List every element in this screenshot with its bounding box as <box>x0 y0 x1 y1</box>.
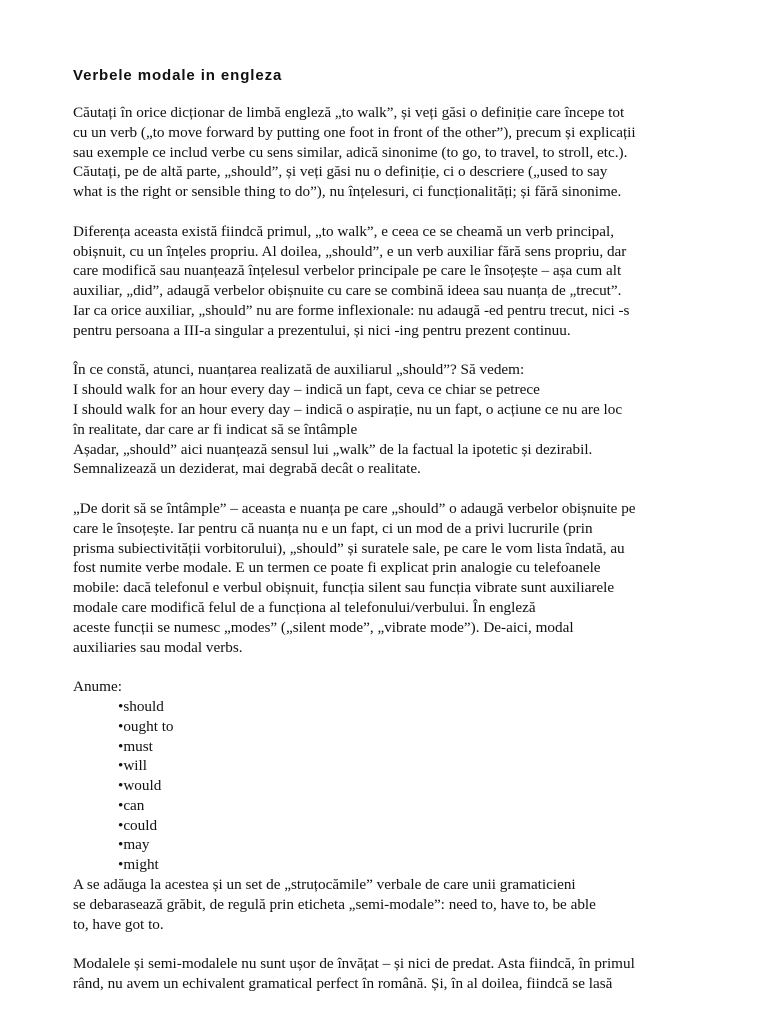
text-line: what is the right or sensible thing to do”), nu înțelesuri, ci funcționalități; și fără sinonime. <box>73 183 622 201</box>
paragraph-learning <box>73 954 705 994</box>
document-title: Verbele modale in engleza <box>73 67 283 84</box>
text-line: Modalele și semi-modalele nu sunt ușor de învățat – și nici de predat. Asta fiindcă, în primul <box>73 955 635 973</box>
list-item: •could <box>118 816 158 834</box>
list-item: •would <box>118 777 162 795</box>
list-item: •will <box>118 757 147 775</box>
modal-verbs-list <box>73 697 705 875</box>
text-line: aceste funcții se numesc „modes” („silent mode”, „vibrate mode”). De-aici, modal <box>73 618 574 636</box>
text-line: auxiliar, „did”, adaugă verbelor obișnuite cu care se combină ideea sau nuanța de „trecut”. <box>73 282 622 300</box>
text-line: în realitate, dar care ar fi indicat să se întâmple <box>73 420 358 438</box>
document-page <box>73 66 705 1014</box>
list-item: •may <box>118 836 150 854</box>
text-line: Diferența aceasta există fiindcă primul, „to walk”, e ceea ce se cheamă un verb principal, <box>73 222 614 240</box>
text-line: fost numite verbe modale. E un termen ce poate fi explicat prin analogie cu telefoanele <box>73 559 601 577</box>
list-item: •should <box>118 697 164 715</box>
text-line: cu un verb („to move forward by putting one foot in front of the other”), precum și explicații <box>73 123 636 141</box>
list-item: •can <box>118 796 145 814</box>
text-line: pentru persoana a III-a singular a prezentului, și nici -ing pentru prezent continuu. <box>73 321 571 339</box>
paragraph-nuance <box>73 360 705 479</box>
text-line: Căutați în orice dicționar de limbă engleză „to walk”, și veți găsi o definiție care începe tot <box>73 104 625 121</box>
text-line: prisma subiectivității vorbitorului), „should” și suratele sale, pe care le vom lista îndată, au <box>73 539 625 557</box>
paragraph-dictionary <box>73 103 705 202</box>
list-item: •might <box>118 856 159 874</box>
text-line: rând, nu avem un echivalent gramatical perfect în română. Și, în al doilea, fiindcă se lasă <box>73 975 613 993</box>
text-line: Iar ca orice auxiliar, „should” nu are forme inflexionale: nu adaugă -ed pentru trecut, nici -s <box>73 301 630 319</box>
modal-list-section <box>73 677 705 875</box>
text-line: „De dorit să se întâmple” – aceasta e nuanța pe care „should” o adaugă verbelor obișnuite pe <box>73 499 636 517</box>
paragraph-difference <box>73 222 705 341</box>
text-line: I should walk for an hour every day – indică un fapt, ceva ce chiar se petrece <box>73 381 540 399</box>
text-line: auxiliaries sau modal verbs. <box>73 638 243 656</box>
paragraph-semi-modals <box>73 875 705 934</box>
list-item: •must <box>118 737 153 755</box>
text-line: Căutați, pe de altă parte, „should”, și veți găsi nu o definiție, ci o descriere („used to say <box>73 163 608 181</box>
paragraph-modal-verbs <box>73 499 705 657</box>
text-line: În ce constă, atunci, nuanțarea realizată de auxiliarul „should”? Să vedem: <box>73 361 525 379</box>
text-line: Așadar, „should” aici nuanțează sensul lui „walk” de la factual la ipotetic și dezirabil. <box>73 440 593 458</box>
text-line: se debarasează grăbit, de regulă prin eticheta „semi-modale”: need to, have to, be able <box>73 895 596 913</box>
list-item: •ought to <box>118 717 174 735</box>
text-line: A se adăuga la acestea și un set de „struțocămile” verbale de care unii gramaticieni <box>73 876 576 894</box>
text-line: Semnalizează un deziderat, mai degrabă decât o realitate. <box>73 460 421 478</box>
text-line: sau exemple ce includ verbe cu sens similar, adică sinonime (to go, to travel, to stroll, etc.). <box>73 143 628 161</box>
text-line: care le însoțește. Iar pentru că nuanța nu e un fapt, ci un mod de a privi lucrurile (prin <box>73 519 593 537</box>
text-line: care modifică sau nuanțează înțelesul verbelor principale pe care le însoțește – așa cum alt <box>73 262 622 280</box>
text-line: modale care modifică felul de a funcționa al telefonului/verbului. În engleză <box>73 598 536 616</box>
text-line: I should walk for an hour every day – indică o aspirație, nu un fapt, o acțiune ce nu are loc <box>73 400 623 418</box>
text-line: to, have got to. <box>73 915 164 933</box>
text-line: obișnuit, cu un înțeles propriu. Al doilea, „should”, e un verb auxiliar fără sens propriu, dar <box>73 242 627 260</box>
text-line: mobile: dacă telefonul e verbul obișnuit, funcția silent sau funcția vibrate sunt auxiliarele <box>73 579 615 597</box>
list-intro: Anume: <box>73 678 122 696</box>
